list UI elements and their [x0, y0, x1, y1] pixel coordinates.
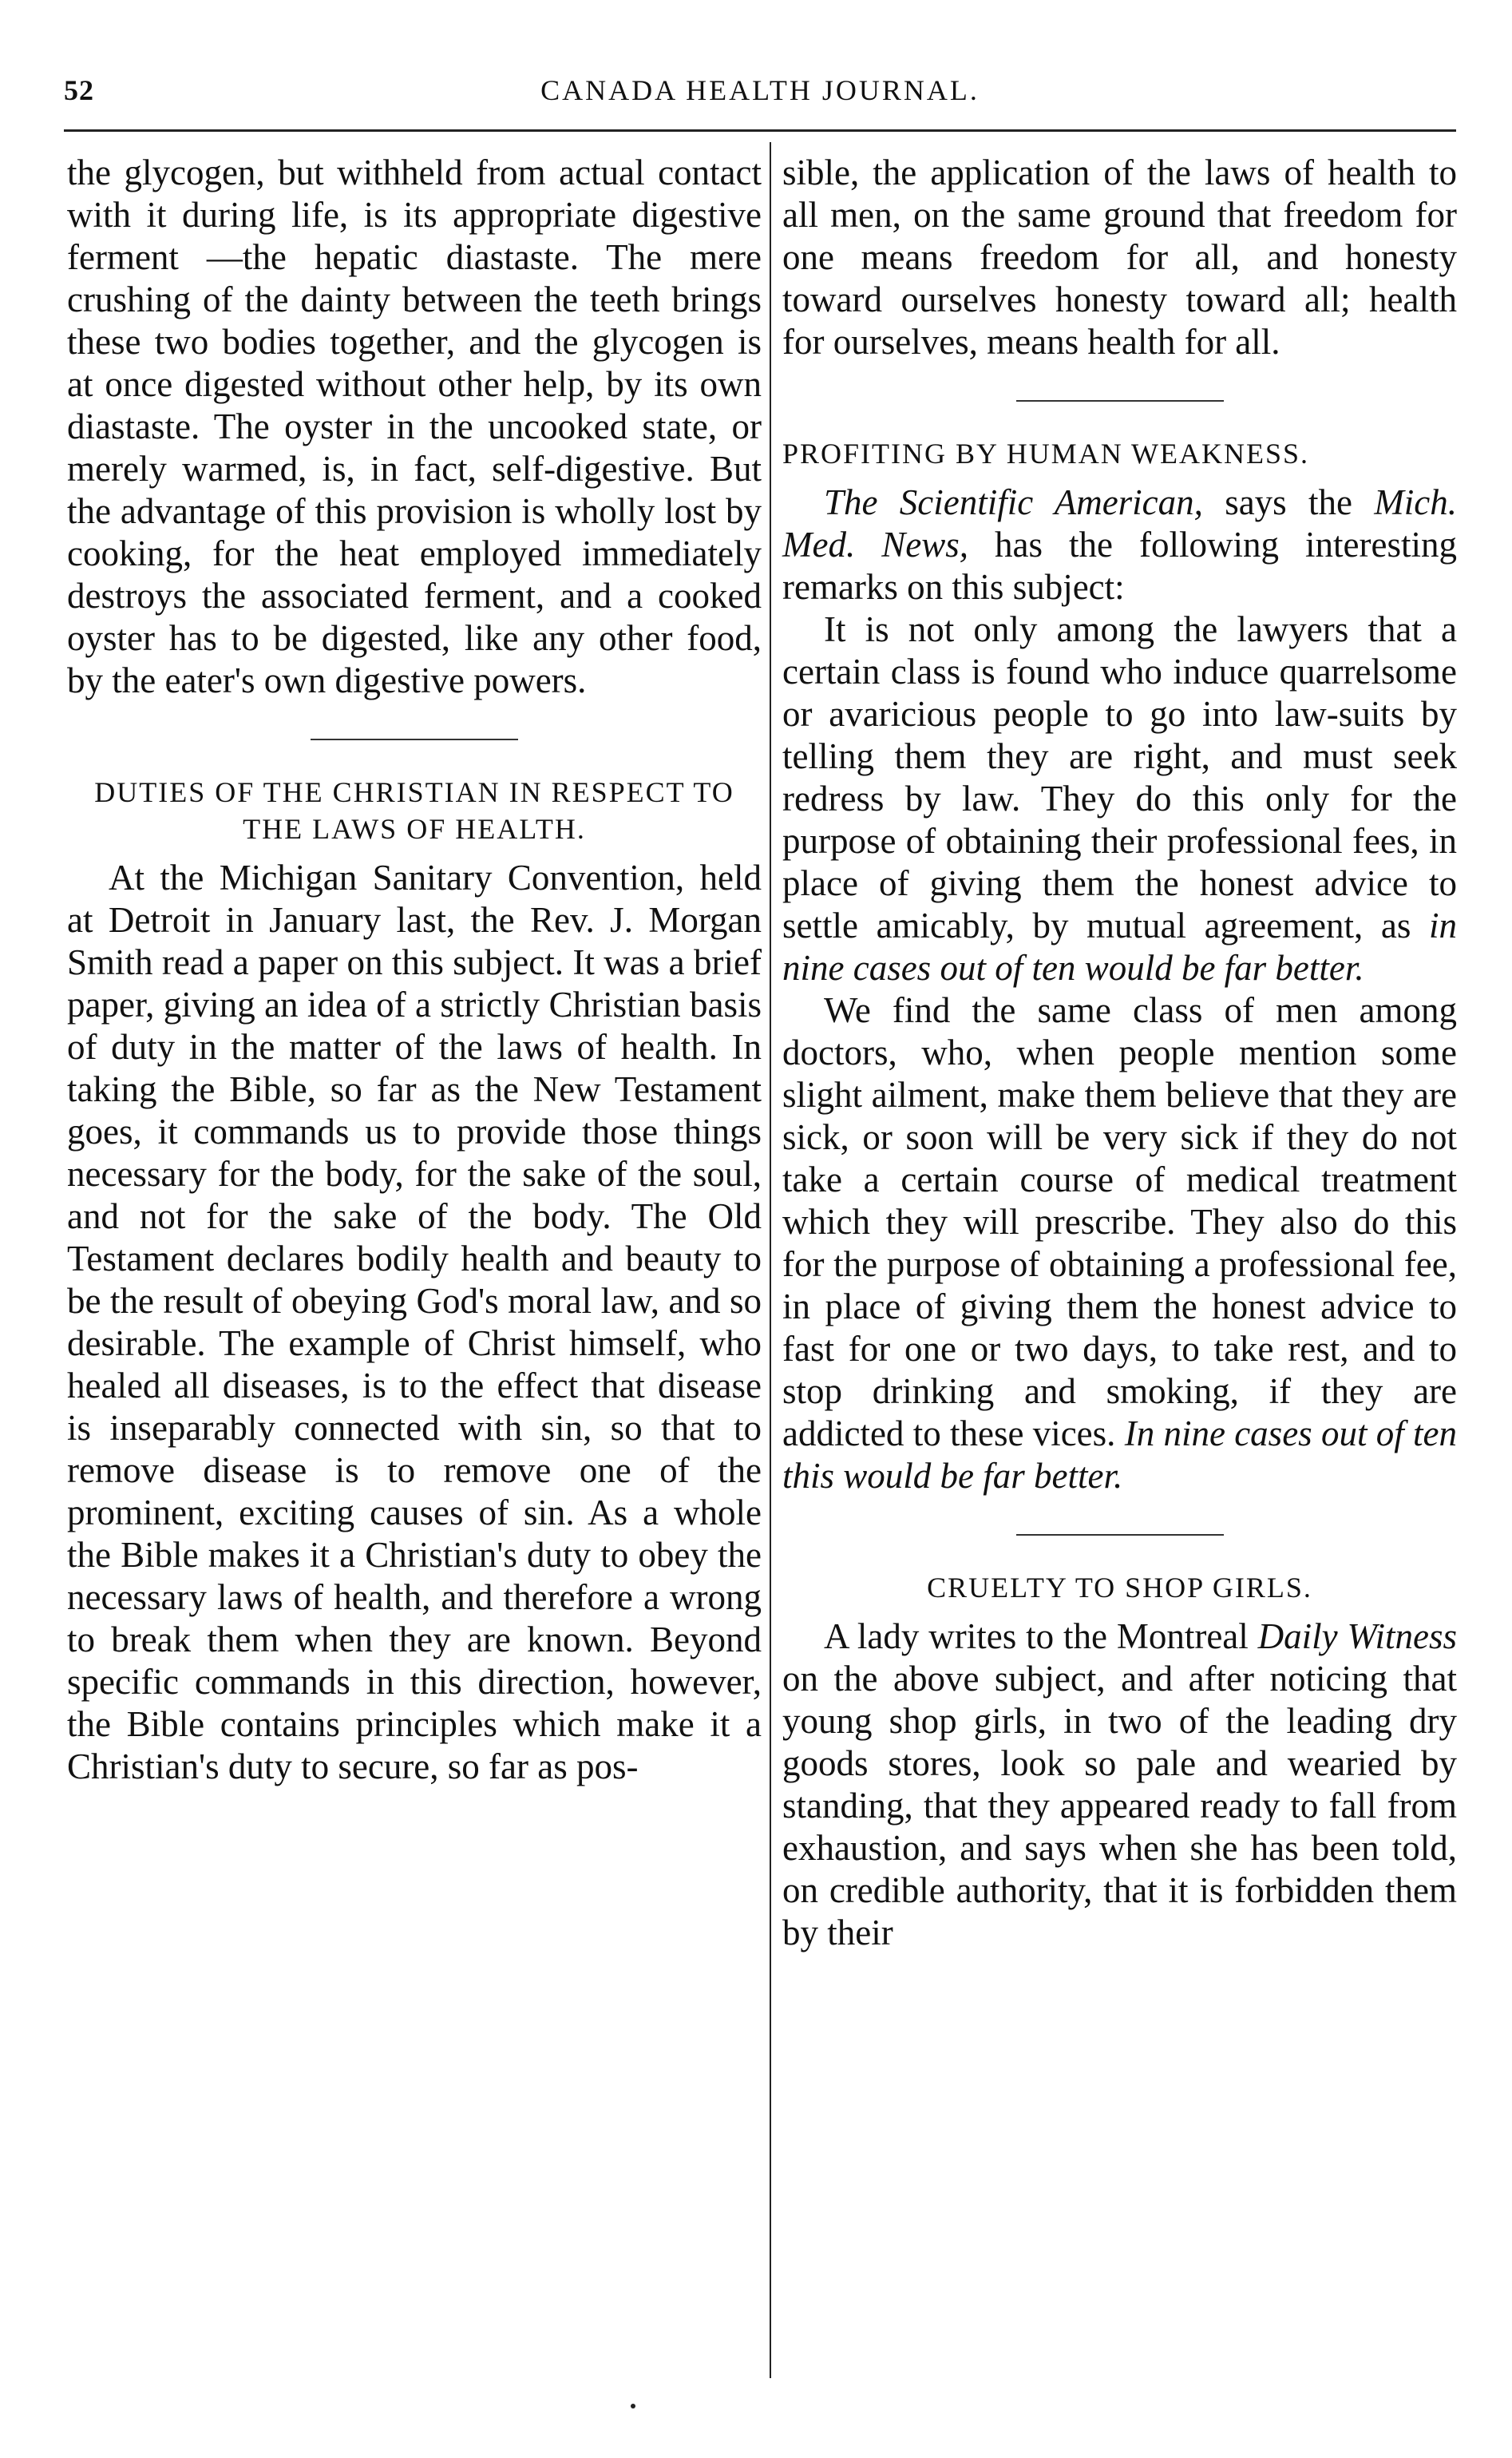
- intro-text-a: says the: [1202, 482, 1375, 522]
- section-separator: [311, 739, 518, 740]
- oyster-paragraph: the glycogen, but withheld from actual contact with it during life, is its appropriate digestive ferment —the hepatic diastaste. The mere crushing of the dainty between the teeth brings these two bodies together, and the glycogen is at once digested without other help, by its own diastaste. The oyster in the uncooked state, or merely warmed, is, in fact, self-digestive. But the advantage of this provision is wholly lost by cooking, for the heat employed immediately destroys the associated ferment, and a cooked oyster has to be digested, like any other food, by the eater's own digestive powers.: [67, 153, 762, 700]
- left-column: [67, 152, 762, 1788]
- lawyers-italic: in nine cases out of ten would be far better.: [782, 906, 1457, 988]
- header-rule: [64, 129, 1456, 132]
- duties-heading: DUTIES OF THE CHRISTIAN IN RESPECT TO THE LAWS OF HEALTH.: [94, 776, 734, 845]
- footer-dot: [631, 2404, 635, 2408]
- shop-girls-text-b: on the above subject, and after noticing that young shop girls, in two of the leading dry goods stores, look so pale and wearied by standing, that they appeared ready to fall from exhaustion, and says when she has been told, on credible authority, that it is forbidden them by their: [782, 1659, 1457, 1953]
- shop-girls-heading: CRUELTY TO SHOP GIRLS.: [927, 1572, 1312, 1604]
- source-title-scientific-american: The Scientific American,: [824, 482, 1203, 522]
- intro-text-b: has the following interesting remarks on this subject:: [782, 525, 1457, 607]
- duties-paragraph: At the Michigan Sanitary Convention, held at Detroit in January last, the Rev. J. Morgan Smith read a paper on this subject. It was a brief paper, giving an idea of a strictly Christian basis of duty in the matter of the laws of health. In taking the Bible, so far as the New Testament goes, it commands us to provide those things necessary for the body, for the sake of the soul, and not for the sake of the body. The Old Testament declares bodily health and beauty to be the result of obeying God's moral law, and so desirable. The example of Christ himself, who healed all diseases, is to the effect that disease is inseparably connected with sin, so that to remove disease is to remove one of the prominent, exciting causes of sin. As a whole the Bible makes it a Christian's duty to obey the necessary laws of health, and therefore a wrong to break them when they are known. Beyond specific commands in this direction, however, the Bible contains principles which make it a Christian's duty to secure, so far as pos-: [67, 858, 762, 1786]
- section-separator: [1016, 1534, 1224, 1536]
- newspaper-title: Daily Witness: [1257, 1616, 1457, 1656]
- lawyers-paragraph: [782, 609, 1457, 989]
- profiting-heading: PROFITING BY HUMAN WEAKNESS.: [782, 438, 1310, 470]
- column-divider: [770, 142, 771, 2378]
- journal-title: CANADA HEALTH JOURNAL.: [540, 74, 980, 106]
- shop-girls-paragraph: [782, 1616, 1457, 1954]
- laws-continuation-paragraph: sible, the application of the laws of health to all men, on the same ground that freedom for one means freedom for all, and honesty toward ourselves honesty toward all; health for ourselves, means health for all.: [782, 153, 1457, 362]
- shop-girls-text-a: A lady writes to the Montreal: [824, 1616, 1258, 1656]
- section-separator: [1016, 400, 1224, 402]
- right-column: [782, 152, 1457, 1954]
- page-header: [64, 73, 1456, 121]
- lawyers-text: It is not only among the lawyers that a certain class is found who induce quarrelsome or avaricious people to go into law-suits by telling them they are right, and must seek redress by law. They do this only for the purpose of obtaining their professional fees, in place of giving them the honest advice to settle amicably, by mutual agreement, as: [782, 609, 1457, 946]
- source-title-med-news: Mich. Med. News,: [782, 482, 1457, 565]
- doctors-italic: In nine cases out of ten this would be far better.: [782, 1413, 1457, 1496]
- page-number: 52: [64, 74, 94, 106]
- doctors-paragraph: [782, 989, 1457, 1497]
- intro-paragraph: [782, 482, 1457, 609]
- doctors-text: We find the same class of men among doctors, who, when people mention some slight ailment, make them believe that they are sick, or soon will be very sick if they do not take a certain course of medical treatment which they will prescribe. They also do this for the purpose of obtaining a professional fee, in place of giving them the honest advice to fast for one or two days, to take rest, and to stop drinking and smoking, if they are addicted to these vices.: [782, 990, 1457, 1453]
